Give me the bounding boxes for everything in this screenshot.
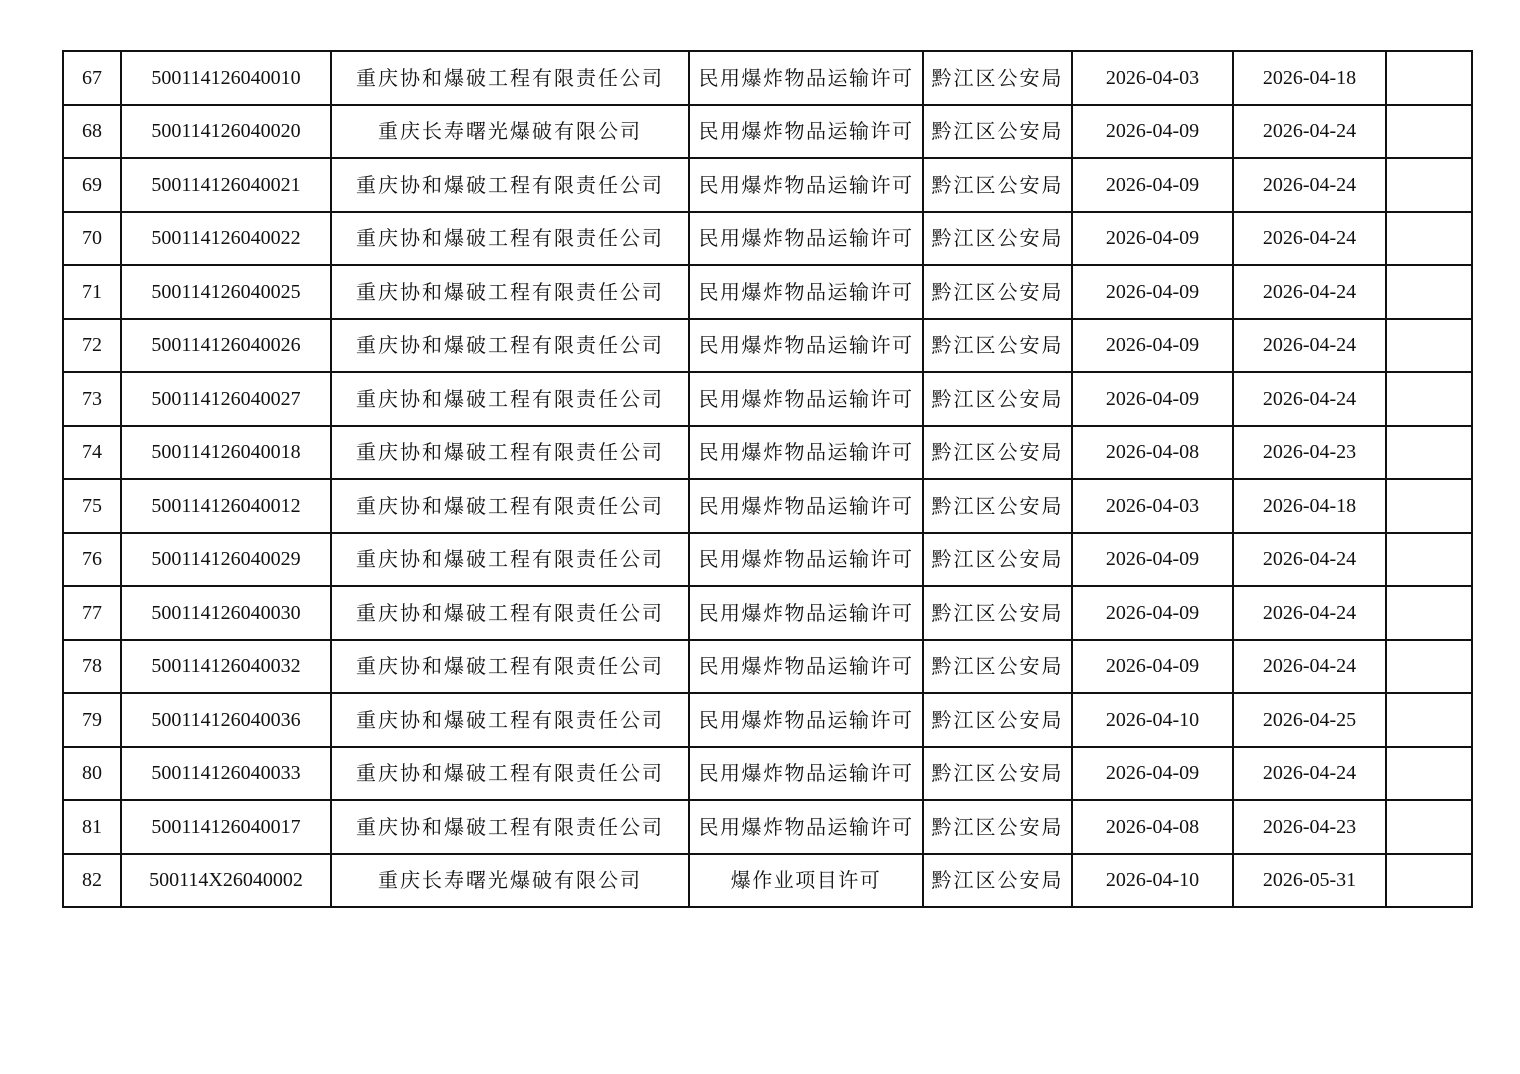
start-date-cell: 2026-04-09 [1072, 212, 1233, 266]
remarks-cell [1386, 426, 1472, 480]
end-date-cell: 2026-04-24 [1233, 372, 1386, 426]
company-name-cell: 重庆协和爆破工程有限责任公司 [331, 319, 689, 373]
permit-code-cell: 500114126040029 [121, 533, 331, 587]
permit-code-cell: 500114126040036 [121, 693, 331, 747]
remarks-cell [1386, 479, 1472, 533]
permit-type-cell: 爆作业项目许可 [689, 854, 923, 908]
row-number-cell: 67 [63, 51, 121, 105]
company-name-cell: 重庆协和爆破工程有限责任公司 [331, 586, 689, 640]
issuing-authority-cell: 黔江区公安局 [923, 640, 1072, 694]
permit-code-cell: 500114126040032 [121, 640, 331, 694]
table-row [63, 265, 1472, 319]
row-number-cell: 69 [63, 158, 121, 212]
end-date-cell: 2026-04-25 [1233, 693, 1386, 747]
issuing-authority-cell: 黔江区公安局 [923, 426, 1072, 480]
row-number-cell: 74 [63, 426, 121, 480]
row-number-cell: 75 [63, 479, 121, 533]
issuing-authority-cell: 黔江区公安局 [923, 747, 1072, 801]
table-row [63, 854, 1472, 908]
start-date-cell: 2026-04-09 [1072, 747, 1233, 801]
permit-type-cell: 民用爆炸物品运输许可 [689, 265, 923, 319]
row-number-cell: 81 [63, 800, 121, 854]
remarks-cell [1386, 372, 1472, 426]
end-date-cell: 2026-04-18 [1233, 51, 1386, 105]
row-number-cell: 76 [63, 533, 121, 587]
permit-code-cell: 500114126040026 [121, 319, 331, 373]
start-date-cell: 2026-04-09 [1072, 372, 1233, 426]
issuing-authority-cell: 黔江区公安局 [923, 158, 1072, 212]
row-number-cell: 72 [63, 319, 121, 373]
permit-code-cell: 500114126040012 [121, 479, 331, 533]
permit-type-cell: 民用爆炸物品运输许可 [689, 479, 923, 533]
remarks-cell [1386, 586, 1472, 640]
permit-code-cell: 500114126040010 [121, 51, 331, 105]
row-number-cell: 79 [63, 693, 121, 747]
permit-code-cell: 500114126040033 [121, 747, 331, 801]
remarks-cell [1386, 693, 1472, 747]
permit-table-body [63, 51, 1472, 907]
end-date-cell: 2026-04-24 [1233, 212, 1386, 266]
table-row [63, 372, 1472, 426]
company-name-cell: 重庆协和爆破工程有限责任公司 [331, 693, 689, 747]
row-number-cell: 70 [63, 212, 121, 266]
start-date-cell: 2026-04-08 [1072, 800, 1233, 854]
permit-type-cell: 民用爆炸物品运输许可 [689, 212, 923, 266]
table-row [63, 747, 1472, 801]
permit-type-cell: 民用爆炸物品运输许可 [689, 158, 923, 212]
remarks-cell [1386, 640, 1472, 694]
remarks-cell [1386, 158, 1472, 212]
remarks-cell [1386, 105, 1472, 159]
company-name-cell: 重庆协和爆破工程有限责任公司 [331, 51, 689, 105]
permit-type-cell: 民用爆炸物品运输许可 [689, 372, 923, 426]
company-name-cell: 重庆协和爆破工程有限责任公司 [331, 479, 689, 533]
table-row [63, 800, 1472, 854]
table-row [63, 319, 1472, 373]
start-date-cell: 2026-04-08 [1072, 426, 1233, 480]
remarks-cell [1386, 212, 1472, 266]
permit-type-cell: 民用爆炸物品运输许可 [689, 51, 923, 105]
start-date-cell: 2026-04-09 [1072, 158, 1233, 212]
company-name-cell: 重庆协和爆破工程有限责任公司 [331, 265, 689, 319]
start-date-cell: 2026-04-03 [1072, 479, 1233, 533]
table-row [63, 212, 1472, 266]
row-number-cell: 68 [63, 105, 121, 159]
end-date-cell: 2026-04-24 [1233, 265, 1386, 319]
remarks-cell [1386, 533, 1472, 587]
remarks-cell [1386, 800, 1472, 854]
start-date-cell: 2026-04-09 [1072, 586, 1233, 640]
start-date-cell: 2026-04-10 [1072, 693, 1233, 747]
remarks-cell [1386, 747, 1472, 801]
remarks-cell [1386, 319, 1472, 373]
company-name-cell: 重庆协和爆破工程有限责任公司 [331, 640, 689, 694]
end-date-cell: 2026-04-24 [1233, 533, 1386, 587]
row-number-cell: 80 [63, 747, 121, 801]
issuing-authority-cell: 黔江区公安局 [923, 479, 1072, 533]
company-name-cell: 重庆协和爆破工程有限责任公司 [331, 533, 689, 587]
permit-code-cell: 500114X26040002 [121, 854, 331, 908]
remarks-cell [1386, 51, 1472, 105]
end-date-cell: 2026-04-24 [1233, 105, 1386, 159]
issuing-authority-cell: 黔江区公安局 [923, 265, 1072, 319]
permit-code-cell: 500114126040022 [121, 212, 331, 266]
end-date-cell: 2026-05-31 [1233, 854, 1386, 908]
permit-code-cell: 500114126040027 [121, 372, 331, 426]
issuing-authority-cell: 黔江区公安局 [923, 372, 1072, 426]
end-date-cell: 2026-04-24 [1233, 640, 1386, 694]
table-row [63, 693, 1472, 747]
start-date-cell: 2026-04-03 [1072, 51, 1233, 105]
company-name-cell: 重庆协和爆破工程有限责任公司 [331, 212, 689, 266]
permit-type-cell: 民用爆炸物品运输许可 [689, 747, 923, 801]
issuing-authority-cell: 黔江区公安局 [923, 800, 1072, 854]
remarks-cell [1386, 854, 1472, 908]
table-row [63, 426, 1472, 480]
company-name-cell: 重庆长寿曙光爆破有限公司 [331, 105, 689, 159]
end-date-cell: 2026-04-23 [1233, 426, 1386, 480]
end-date-cell: 2026-04-24 [1233, 158, 1386, 212]
table-row [63, 533, 1472, 587]
issuing-authority-cell: 黔江区公安局 [923, 105, 1072, 159]
issuing-authority-cell: 黔江区公安局 [923, 693, 1072, 747]
end-date-cell: 2026-04-24 [1233, 319, 1386, 373]
company-name-cell: 重庆协和爆破工程有限责任公司 [331, 426, 689, 480]
permit-type-cell: 民用爆炸物品运输许可 [689, 586, 923, 640]
permit-code-cell: 500114126040018 [121, 426, 331, 480]
issuing-authority-cell: 黔江区公安局 [923, 533, 1072, 587]
row-number-cell: 78 [63, 640, 121, 694]
issuing-authority-cell: 黔江区公安局 [923, 212, 1072, 266]
start-date-cell: 2026-04-10 [1072, 854, 1233, 908]
row-number-cell: 82 [63, 854, 121, 908]
permit-type-cell: 民用爆炸物品运输许可 [689, 319, 923, 373]
end-date-cell: 2026-04-23 [1233, 800, 1386, 854]
table-row [63, 479, 1472, 533]
company-name-cell: 重庆协和爆破工程有限责任公司 [331, 800, 689, 854]
permit-code-cell: 500114126040025 [121, 265, 331, 319]
permit-table [62, 50, 1473, 908]
issuing-authority-cell: 黔江区公安局 [923, 51, 1072, 105]
permit-type-cell: 民用爆炸物品运输许可 [689, 640, 923, 694]
company-name-cell: 重庆协和爆破工程有限责任公司 [331, 747, 689, 801]
company-name-cell: 重庆长寿曙光爆破有限公司 [331, 854, 689, 908]
permit-type-cell: 民用爆炸物品运输许可 [689, 426, 923, 480]
table-row [63, 586, 1472, 640]
permit-code-cell: 500114126040030 [121, 586, 331, 640]
company-name-cell: 重庆协和爆破工程有限责任公司 [331, 372, 689, 426]
permit-type-cell: 民用爆炸物品运输许可 [689, 105, 923, 159]
start-date-cell: 2026-04-09 [1072, 265, 1233, 319]
issuing-authority-cell: 黔江区公安局 [923, 586, 1072, 640]
end-date-cell: 2026-04-24 [1233, 586, 1386, 640]
table-row [63, 105, 1472, 159]
row-number-cell: 71 [63, 265, 121, 319]
permit-type-cell: 民用爆炸物品运输许可 [689, 800, 923, 854]
table-row [63, 640, 1472, 694]
permit-code-cell: 500114126040017 [121, 800, 331, 854]
permit-code-cell: 500114126040020 [121, 105, 331, 159]
permit-code-cell: 500114126040021 [121, 158, 331, 212]
row-number-cell: 73 [63, 372, 121, 426]
row-number-cell: 77 [63, 586, 121, 640]
end-date-cell: 2026-04-18 [1233, 479, 1386, 533]
remarks-cell [1386, 265, 1472, 319]
start-date-cell: 2026-04-09 [1072, 533, 1233, 587]
start-date-cell: 2026-04-09 [1072, 105, 1233, 159]
permit-type-cell: 民用爆炸物品运输许可 [689, 693, 923, 747]
table-row [63, 158, 1472, 212]
table-row [63, 51, 1472, 105]
issuing-authority-cell: 黔江区公安局 [923, 319, 1072, 373]
permit-type-cell: 民用爆炸物品运输许可 [689, 533, 923, 587]
start-date-cell: 2026-04-09 [1072, 640, 1233, 694]
start-date-cell: 2026-04-09 [1072, 319, 1233, 373]
end-date-cell: 2026-04-24 [1233, 747, 1386, 801]
issuing-authority-cell: 黔江区公安局 [923, 854, 1072, 908]
company-name-cell: 重庆协和爆破工程有限责任公司 [331, 158, 689, 212]
